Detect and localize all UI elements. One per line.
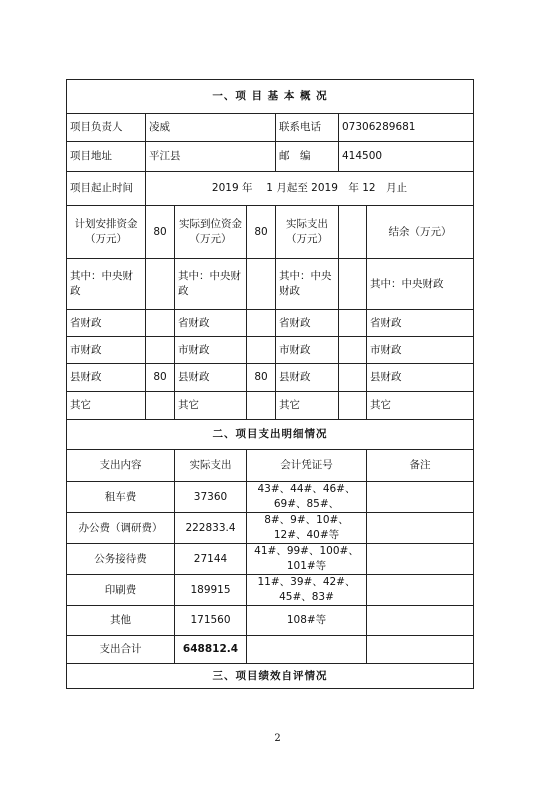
source-cell: 其中：中央财政 [175, 259, 247, 310]
source-cell: 省财政 [67, 310, 146, 337]
source-value [339, 259, 367, 310]
expense-note [367, 606, 474, 636]
period-value: 2019 年 1 月起至 2019 年 12 月止 [146, 172, 474, 206]
source-value: 80 [247, 364, 276, 392]
expense-amount: 189915 [175, 575, 247, 606]
expense-note [367, 513, 474, 544]
source-value [146, 310, 175, 337]
expense-note [367, 575, 474, 606]
source-value [247, 337, 276, 364]
planned-funds-value: 80 [146, 206, 175, 259]
expense-voucher: 41#、99#、100#、101#等 [247, 544, 367, 575]
leader-value: 凌威 [146, 114, 276, 142]
page-number: 2 [274, 733, 281, 744]
actual-funds-value: 80 [247, 206, 276, 259]
source-cell: 省财政 [175, 310, 247, 337]
source-value [339, 364, 367, 392]
period-label: 项目起止时间 [67, 172, 146, 206]
address-label: 项目地址 [67, 142, 146, 172]
phone-value: 07306289681 [339, 114, 474, 142]
source-value [146, 259, 175, 310]
header-note: 备注 [367, 450, 474, 482]
source-cell: 其它 [367, 392, 474, 420]
total-note [367, 636, 474, 664]
source-value [247, 392, 276, 420]
source-cell: 县财政 [367, 364, 474, 392]
balance-label: 结余（万元） [367, 206, 474, 259]
source-cell: 市财政 [67, 337, 146, 364]
source-cell: 其中：中央财政 [67, 259, 146, 310]
expense-voucher: 43#、44#、46#、69#、85#、 [247, 482, 367, 513]
expense-content: 印刷费 [67, 575, 175, 606]
expense-note [367, 544, 474, 575]
source-cell: 省财政 [367, 310, 474, 337]
actual-funds-label: 实际到位资金（万元） [175, 206, 247, 259]
expense-amount: 27144 [175, 544, 247, 575]
postcode-value: 414500 [339, 142, 474, 172]
source-value [247, 310, 276, 337]
postcode-label: 邮 编 [276, 142, 339, 172]
address-value: 平江县 [146, 142, 276, 172]
expense-content: 公务接待费 [67, 544, 175, 575]
expense-voucher: 11#、39#、42#、45#、83# [247, 575, 367, 606]
expense-content: 租车费 [67, 482, 175, 513]
source-cell: 县财政 [175, 364, 247, 392]
source-cell: 县财政 [276, 364, 339, 392]
actual-spend-label: 实际支出（万元） [276, 206, 339, 259]
source-value [146, 392, 175, 420]
section1-title: 一、项 目 基 本 概 况 [67, 80, 474, 114]
expense-voucher: 108#等 [247, 606, 367, 636]
expense-amount: 37360 [175, 482, 247, 513]
expense-amount: 171560 [175, 606, 247, 636]
expense-content: 办公费（调研费） [67, 513, 175, 544]
phone-label: 联系电话 [276, 114, 339, 142]
total-label: 支出合计 [67, 636, 175, 664]
header-content: 支出内容 [67, 450, 175, 482]
source-cell: 其中：中央财政 [276, 259, 339, 310]
total-value: 648812.4 [175, 636, 247, 664]
source-value [339, 392, 367, 420]
source-cell: 县财政 [67, 364, 146, 392]
planned-funds-label: 计划安排资金（万元） [67, 206, 146, 259]
source-value: 80 [146, 364, 175, 392]
source-value [247, 259, 276, 310]
header-voucher: 会计凭证号 [247, 450, 367, 482]
expense-voucher: 8#、9#、10#、12#、40#等 [247, 513, 367, 544]
header-amount: 实际支出 [175, 450, 247, 482]
actual-spend-value [339, 206, 367, 259]
source-cell: 其它 [67, 392, 146, 420]
source-cell: 市财政 [276, 337, 339, 364]
expense-note [367, 482, 474, 513]
expense-amount: 222833.4 [175, 513, 247, 544]
source-cell: 市财政 [367, 337, 474, 364]
project-form-table [66, 79, 474, 689]
section3-title: 三、项目绩效自评情况 [67, 664, 474, 689]
source-cell: 其中：中央财政 [367, 259, 474, 310]
section2-title: 二、项目支出明细情况 [67, 420, 474, 450]
total-voucher [247, 636, 367, 664]
leader-label: 项目负责人 [67, 114, 146, 142]
source-value [146, 337, 175, 364]
source-cell: 其它 [175, 392, 247, 420]
source-value [339, 337, 367, 364]
source-cell: 其它 [276, 392, 339, 420]
source-value [339, 310, 367, 337]
source-cell: 市财政 [175, 337, 247, 364]
source-cell: 省财政 [276, 310, 339, 337]
expense-content: 其他 [67, 606, 175, 636]
